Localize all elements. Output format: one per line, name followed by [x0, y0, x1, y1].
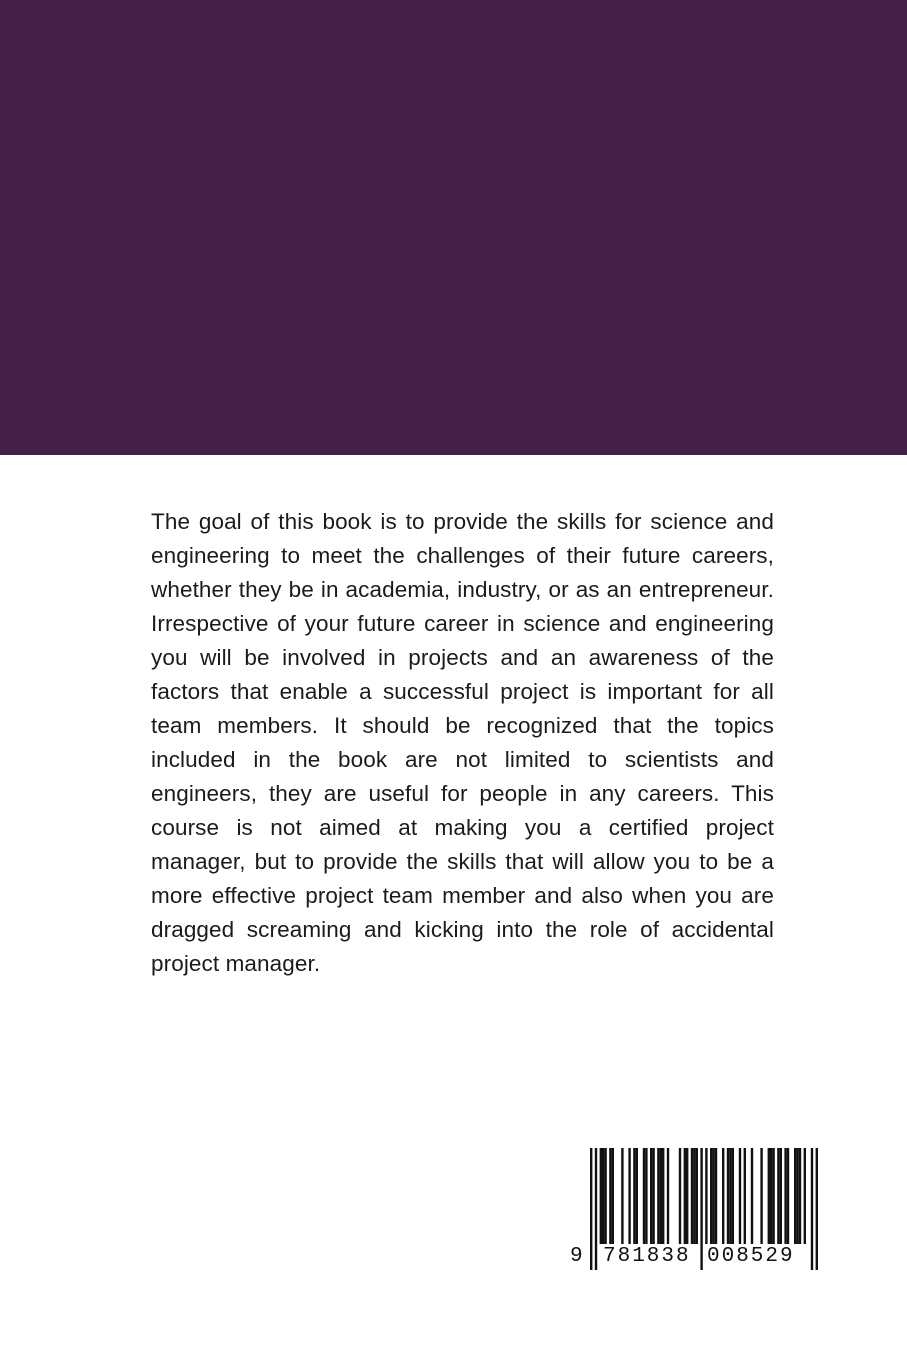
barcode-guard-bar	[590, 1148, 592, 1270]
barcode-bar	[667, 1148, 669, 1244]
barcode-bar	[691, 1148, 693, 1244]
barcode-guard-bar	[700, 1148, 702, 1270]
barcode-bar	[715, 1148, 717, 1244]
isbn-barcode	[568, 1148, 828, 1274]
barcode-left-digits: 781838	[603, 1245, 691, 1268]
barcode-bar	[739, 1148, 741, 1244]
barcode-bar	[628, 1148, 630, 1244]
barcode-bar	[643, 1148, 645, 1244]
barcode-bar	[710, 1148, 712, 1244]
barcode-bar	[696, 1148, 698, 1244]
barcode-bar	[804, 1148, 806, 1244]
barcode-bar	[799, 1148, 801, 1244]
barcode-guard-bar	[816, 1148, 818, 1270]
barcode-bar	[684, 1148, 686, 1244]
barcode-bar	[645, 1148, 647, 1244]
barcode-bar	[794, 1148, 796, 1244]
barcode-bar	[679, 1148, 681, 1244]
barcode-bar	[602, 1148, 604, 1244]
barcode-bar	[729, 1148, 731, 1244]
barcode-bar	[612, 1148, 614, 1244]
cover-color-band	[0, 0, 907, 455]
barcode-bar	[621, 1148, 623, 1244]
barcode-bar	[744, 1148, 746, 1244]
barcode-bar	[727, 1148, 729, 1244]
barcode-guard-bar	[811, 1148, 813, 1270]
barcode-bar	[768, 1148, 770, 1244]
barcode-bar	[657, 1148, 659, 1244]
barcode-bar	[660, 1148, 662, 1244]
barcode-bar	[732, 1148, 734, 1244]
barcode-bar	[650, 1148, 652, 1244]
barcode-bar	[796, 1148, 798, 1244]
barcode-bar	[780, 1148, 782, 1244]
barcode-bar	[777, 1148, 779, 1244]
barcode-bar	[760, 1148, 762, 1244]
barcode-bar	[662, 1148, 664, 1244]
barcode-lead-digit: 9	[570, 1245, 585, 1268]
barcode-guard-bar	[595, 1148, 597, 1270]
barcode-bar	[686, 1148, 688, 1244]
barcode-bar	[652, 1148, 654, 1244]
barcode-bar	[633, 1148, 635, 1244]
barcode-bar	[784, 1148, 786, 1244]
barcode-bar	[787, 1148, 789, 1244]
barcode-bar	[609, 1148, 611, 1244]
barcode-bar	[751, 1148, 753, 1244]
barcode-bar	[722, 1148, 724, 1244]
barcode-bar	[693, 1148, 695, 1244]
back-cover-blurb: The goal of this book is to provide the skills for science and engineering to meet the challenges of their future careers, whether they be in academia, industry, or as an entrepreneur. Irrespective of your future career in science and engineering you will be involved in projects and an awareness of the factors that enable a successful project is important for all team members. It should be recognized that the topics included in the book are not limited to scientists and engineers, they are useful for people in any careers. This course is not aimed at making you a certified project manager, but to provide the skills that will allow you to be a more effective project team member and also when you are dragged screaming and kicking into the role of accidental project manager.	[151, 509, 774, 976]
barcode-bar	[604, 1148, 606, 1244]
barcode-bar	[600, 1148, 602, 1244]
barcode-bar	[636, 1148, 638, 1244]
barcode-bar	[712, 1148, 714, 1244]
barcode-bar	[772, 1148, 774, 1244]
barcode-bar	[770, 1148, 772, 1244]
barcode-right-digits: 008529	[707, 1245, 795, 1268]
